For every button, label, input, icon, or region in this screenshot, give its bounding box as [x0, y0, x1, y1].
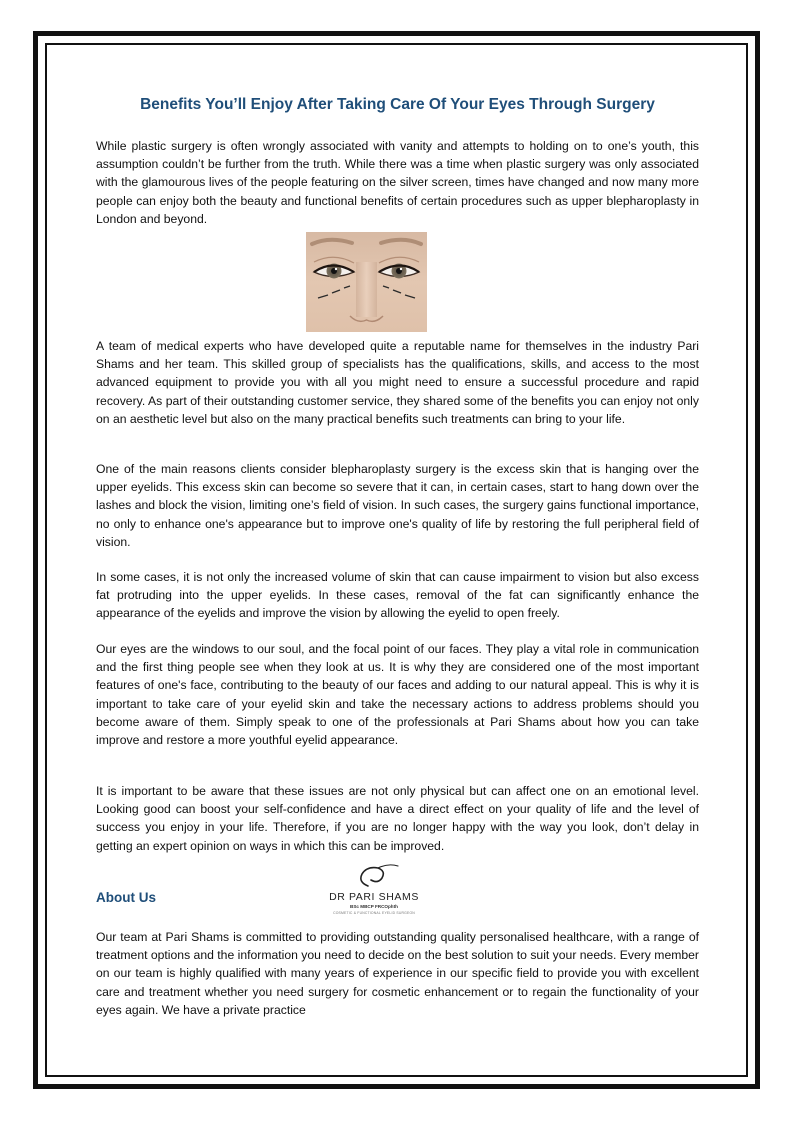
logo-tagline: COSMETIC & FUNCTIONAL EYELID SURGEON	[333, 911, 415, 915]
logo-name: DR PARI SHAMS	[329, 891, 419, 903]
eyes-closeup-image	[306, 232, 427, 332]
windows-to-soul-paragraph: Our eyes are the windows to our soul, and the focal point of our faces. They play a vital role in communication and the first thing people see when they look at us. It is why they are considered one of the most important features of one's face, contributing to the beauty of our faces and adding to our natural appeal. This is why it is important to take care of your eyelid skin and take the necessary actions to address problems should you become aware of them. Simply speak to one of the professionals at Pari Shams about how you can take improve and restore a more youthful eyelid appearance.	[96, 642, 699, 748]
emotional-impact-paragraph: It is important to be aware that these issues are not only physical but can affect one on an emotional level. Looking good can boost your self-confidence and have a direct effect on your quality of life and the level of success you enjoy in your life. Therefore, if you are no longer happy with the way you look, don’t delay in getting an expert opinion on ways in which this can be improved.	[96, 784, 699, 853]
article-title: Benefits You’ll Enjoy After Taking Care Of Your Eyes Through Surgery	[140, 96, 655, 113]
excess-skin-paragraph: One of the main reasons clients consider blepharoplasty surgery is the excess skin that is hanging over the upper eyelids. This excess skin can become so severe that it can, in certain cases, start to hang down over the lashes and block the vision, limiting one’s field of vision. In such cases, the surgery gains functional importance, no only to enhance one's appearance but to improve one's quality of life by restoring the full peripheral field of vision.	[96, 462, 699, 549]
about-us-paragraph: Our team at Pari Shams is committed to providing outstanding quality personalised healthcare, with a range of treatment options and the information you need to decide on the best solution to suit your needs. Every member on our team is highly qualified with many years of experience in our specific field to provide you with excellent care and treatment whether you need surgery for cosmetic enhancement or to regain the functionality of your eyes again. We have a private practice	[96, 930, 699, 1017]
intro-paragraph: While plastic surgery is often wrongly associated with vanity and attempts to holding on to one’s youth, this assumption couldn’t be further from the truth. While there was a time when plastic surgery was only associated with the glamourous lives of the people featuring on the silver screen, times have changed and now many more people can enjoy both the beauty and functional benefits of certain procedures such as upper blepharoplasty in London and beyond.	[96, 139, 699, 226]
excess-fat-paragraph: In some cases, it is not only the increased volume of skin that can cause impairment to vision but also excess fat protruding into the upper eyelids. In these cases, removal of the fat can significantly enhance the appearance of the eyelids and improve the vision by allowing the eyelid to open freely.	[96, 570, 699, 621]
logo-swirl-icon	[328, 860, 420, 892]
team-paragraph: A team of medical experts who have developed quite a reputable name for themselves in the industry Pari Shams and her team. This skilled group of specialists has the qualifications, skills, and access to the most advanced equipment to provide you with all you might need to ensure a successful procedure and rapid recovery. As part of their outstanding customer service, they shared some of the benefits you can enjoy not only on an aesthetic level but also on the many practical benefits such treatments can bring to your life.	[96, 339, 699, 426]
about-us-heading: About Us	[96, 890, 156, 905]
dr-pari-shams-logo	[328, 860, 420, 916]
logo-credentials: BSc MBCP FRCOphth	[350, 904, 398, 909]
